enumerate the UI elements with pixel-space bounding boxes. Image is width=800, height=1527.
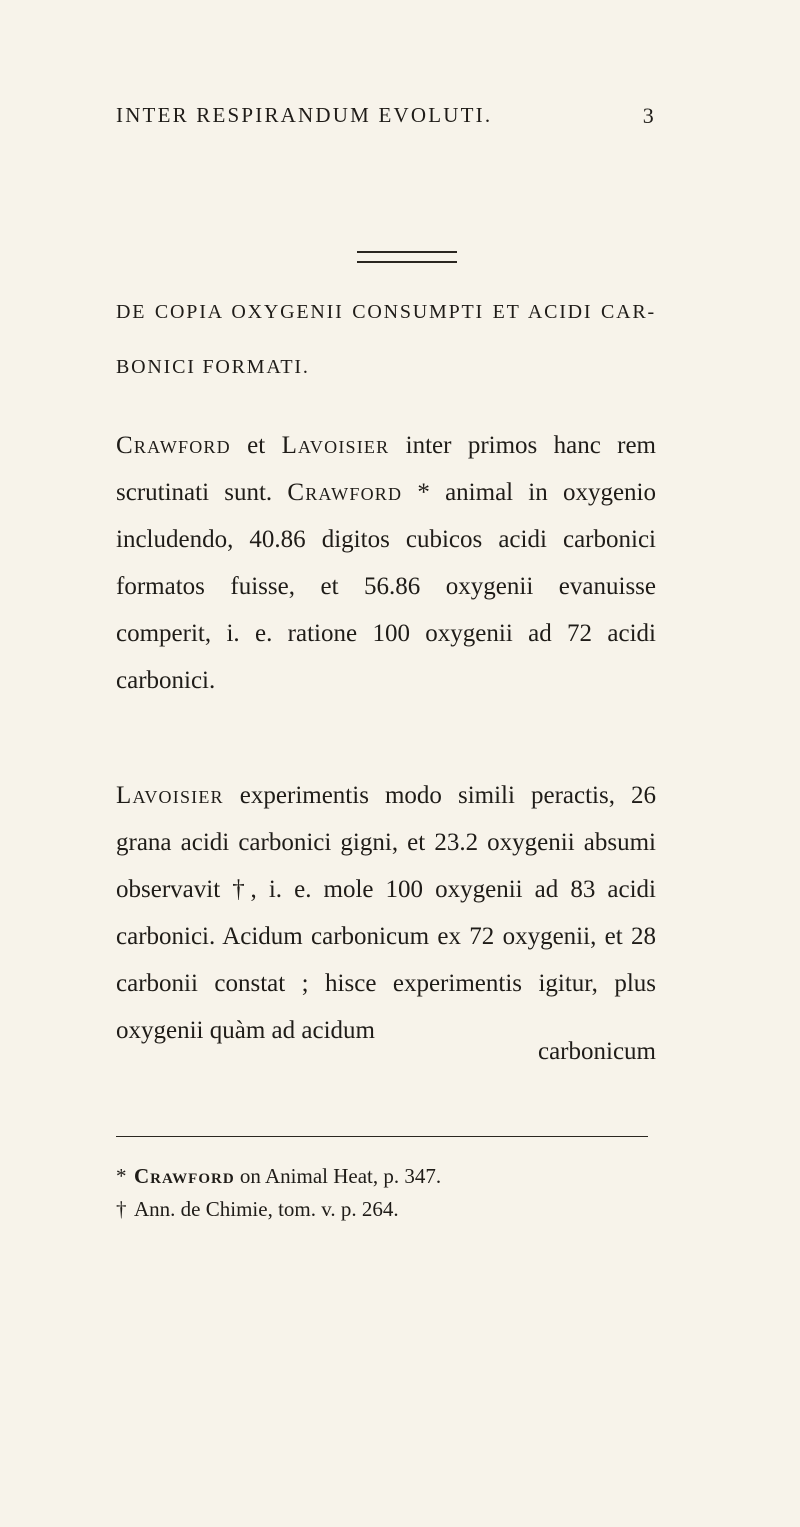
footnote — [116, 1160, 656, 1193]
paragraph-text: animal in oxygenio includendo, 40.86 digitos cubicos acidi carbonici formatos fuisse, et 56.86 oxygenii evanuisse comperit, i. e. ratione 100 oxygenii ad 72 acidi carbonici. — [116, 479, 656, 694]
paragraph-crawford — [116, 422, 656, 704]
footnotes — [116, 1160, 656, 1226]
footnote — [116, 1193, 656, 1226]
footnote-text: on Animal Heat, p. 347. — [234, 1164, 442, 1188]
page-number: 3 — [642, 103, 656, 128]
author-name: Crawford — [287, 479, 403, 506]
author-name: Lavoisier — [281, 432, 390, 459]
footnote-mark: * — [116, 1164, 127, 1188]
footnote-reference: * — [402, 479, 430, 506]
author-name: Crawford — [116, 432, 231, 459]
section-heading: DE COPIA OXYGENII CONSUMPTI ET ACIDI CAR-BONICI FORMATI. — [116, 301, 656, 378]
paragraph-text: experimentis modo simili peractis, 26 grana acidi carbonici gigni, et 23.2 oxygenii absumi observavit †, i. e. mole 100 oxygenii ad 83 acidi carbonici. Acidum carbonicum ex 72 oxygenii, et 28 carbonii constat ; hisce experimentis igitur, plus oxygenii quàm ad acidum — [116, 782, 656, 1044]
catchword: carbonicum — [537, 1038, 656, 1065]
running-head — [116, 103, 656, 133]
ornamental-double-rule — [357, 251, 457, 263]
footnote-author: Crawford — [134, 1164, 235, 1188]
running-title: INTER RESPIRANDUM EVOLUTI. — [116, 103, 493, 127]
footnote-text: Ann. de Chimie, tom. v. p. 264. — [134, 1197, 399, 1221]
footnote-divider — [116, 1136, 648, 1137]
paragraph-lavoisier — [116, 772, 656, 1054]
paragraph-text: inter primos hanc rem scrutinati sunt. — [116, 432, 657, 506]
author-name: Lavoisier — [116, 782, 224, 809]
footnote-mark: † — [116, 1197, 127, 1221]
paragraph-text: et — [230, 432, 282, 459]
